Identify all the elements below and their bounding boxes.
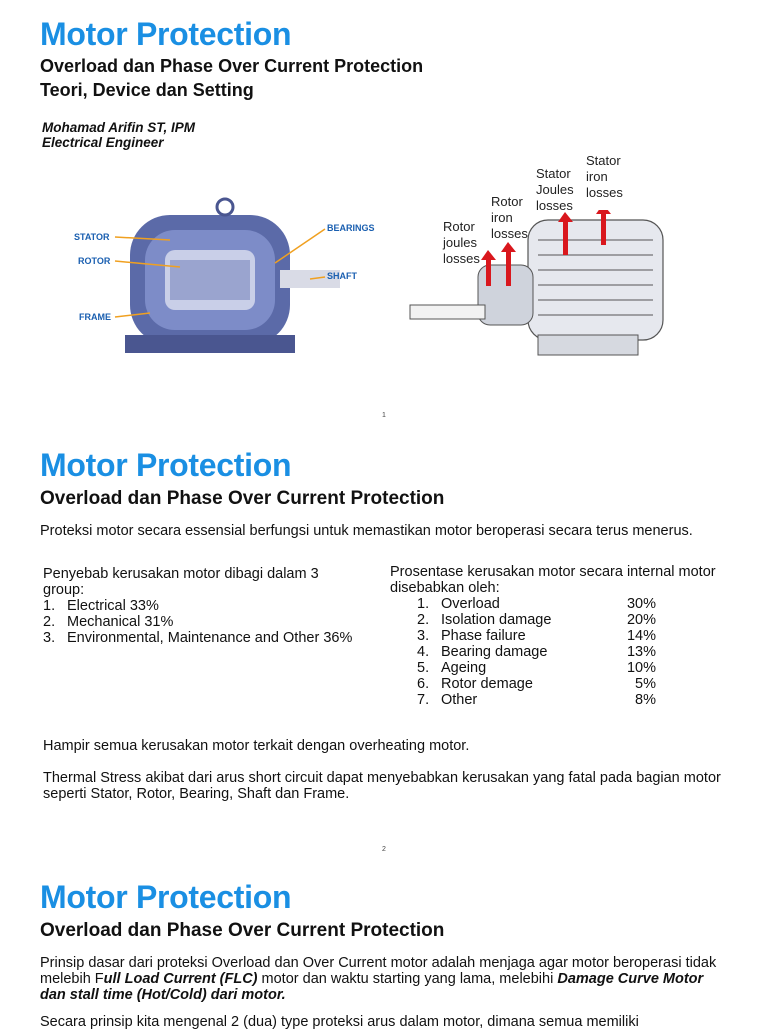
protection-types-paragraph: Secara prinsip kita mengenal 2 (dua) type proteksi arus dalam motor, dimana semua memiliki [40,1014,639,1030]
slide-title: Motor Protection [40,879,292,915]
list-item: 6. Rotor demage 5% [417,676,656,692]
list-item: 1. Overload 30% [417,596,656,612]
list-item: 5. Ageing 10% [417,660,656,676]
label-rotor-joules-losses: Rotor joules losses [443,219,480,266]
page-number: 2 [382,846,386,853]
page-number: 1 [382,412,386,419]
list-item: 3. Environmental, Maintenance and Other 36% [43,630,353,646]
label-bearings: BEARINGS [327,223,375,233]
slide-title: Motor Protection [40,16,292,52]
paragraph-overheating: Hampir semua kerusakan motor terkait dengan overheating motor. [43,738,470,754]
principle-paragraph: Prinsip dasar dari proteksi Overload dan Over Current motor adalah menjaga agar motor beroperasi tidak melebih Full Load Current (FLC) motor dan waktu starting yang lama, melebihi Damage Curve Motor dan stall time (Hot/Cold) dari motor. [40,955,717,1003]
label-frame: FRAME [79,312,111,322]
list-item: 3. Phase failure 14% [417,628,656,644]
author-role: Electrical Engineer [42,135,164,150]
slide-subtitle-line1: Overload dan Phase Over Current Protection [40,56,424,76]
label-rotor-iron-losses: Rotor iron losses [491,194,528,241]
slide-subtitle: Overload dan Phase Over Current Protection [40,488,445,509]
label-stator-iron-losses: Stator iron losses [586,153,623,200]
label-shaft: SHAFT [327,271,357,281]
slide-title: Motor Protection [40,447,292,483]
percentage-heading: Prosentase kerusakan motor secara internal motor disebabkan oleh: [390,564,716,596]
list-item: 2. Mechanical 31% [43,614,174,630]
causes-heading: Penyebab kerusakan motor dibagi dalam 3 group: [43,566,319,598]
list-item: 2. Isolation damage 20% [417,612,656,628]
paragraph-thermal-stress: Thermal Stress akibat dari arus short circuit dapat menyebabkan kerusakan yang fatal pada bagian motor seperti Stator, Rotor, Bearing, Shaft dan Frame. [43,770,721,802]
list-item: 7. Other 8% [417,692,656,708]
label-stator: STATOR [74,232,110,242]
slide-subtitle: Overload dan Phase Over Current Protection [40,920,445,941]
slide-subtitle-line2: Teori, Device dan Setting [40,80,254,100]
label-rotor: ROTOR [78,256,111,266]
list-item: 4. Bearing damage 13% [417,644,656,660]
author-name: Mohamad Arifin ST, IPM [42,120,196,135]
list-item: 1. Electrical 33% [43,598,159,614]
label-stator-joules-losses: Stator Joules losses [536,166,574,213]
intro-paragraph: Proteksi motor secara essensial berfungsi untuk memastikan motor beroperasi secara terus menerus. [40,523,693,539]
